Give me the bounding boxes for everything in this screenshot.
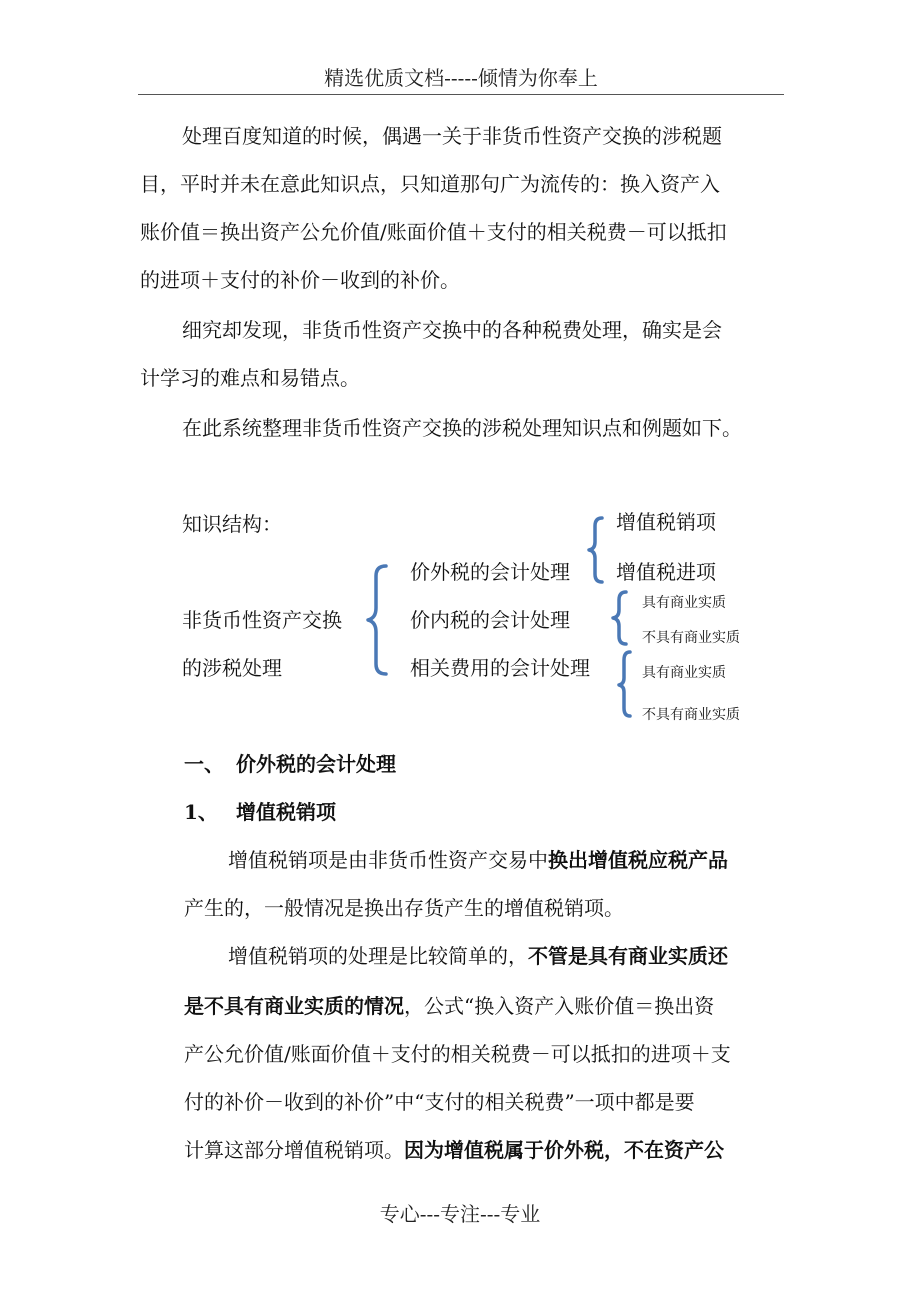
branch-excise-inside: 价内税的会计处理 [410, 608, 570, 632]
para-b-line2-bold: 是不具有商业实质的情况 [184, 994, 404, 1018]
intro-p1-line3: 账价值＝换出资产公允价值/账面价值＋支付的相关税费－可以抵扣 [140, 220, 727, 244]
intro-p2-line2: 计学习的难点和易错点。 [140, 366, 360, 390]
vat-output: 增值税销项 [616, 510, 716, 534]
intro-p1-line2: 目，平时并未在意此知识点，只知道那句广为流传的：换入资产入 [140, 172, 720, 196]
structure-root-line1: 非货币性资产交换 [182, 608, 342, 632]
intro-p1-line1: 处理百度知道的时候，偶遇一关于非货币性资产交换的涉税题 [182, 124, 722, 148]
sub1-non-commercial: 不具有商业实质 [642, 630, 740, 646]
para-b-line3: 产公允价值/账面价值＋支付的相关税费－可以抵扣的进项＋支 [184, 1042, 731, 1066]
para-b-line2 [184, 996, 714, 1016]
sub1-commercial: 具有商业实质 [642, 595, 726, 611]
sub1-title: 增值税销项 [236, 800, 336, 824]
section1-number: 一、 [184, 752, 224, 776]
structure-root-line2: 的涉税处理 [182, 656, 282, 680]
page-footer: 专心---专注---专业 [379, 1202, 541, 1226]
section1-title: 价外税的会计处理 [236, 752, 396, 776]
para-b-line4: 付的补价－收到的补价”中“支付的相关税费”一项中都是要 [184, 1090, 695, 1114]
para-b-line5-bold: 因为增值税属于价外税，不在资产公 [404, 1138, 724, 1162]
bracket-sub1 [613, 592, 626, 644]
para-b-line5-text: 计算这部分增值税销项。 [184, 1138, 404, 1162]
para-b-line1 [228, 946, 728, 966]
para-b-line1-bold: 不管是具有商业实质还 [528, 944, 728, 968]
vat-input: 增值税进项 [616, 560, 716, 584]
para-a-line1-bold: 换出增值税应税产品 [548, 848, 728, 872]
page-header: 精选优质文档-----倾情为你奉上 [324, 66, 598, 90]
sub2-non-commercial: 不具有商业实质 [642, 707, 740, 723]
bracket-vat [589, 518, 602, 582]
branch-related-fees: 相关费用的会计处理 [410, 656, 590, 680]
intro-p1-line4: 的进项＋支付的补价－收到的补价。 [140, 268, 460, 292]
structure-label: 知识结构： [182, 512, 282, 536]
intro-p3: 在此系统整理非货币性资产交换的涉税处理知识点和例题如下。 [182, 416, 742, 440]
bracket-root [368, 566, 386, 674]
para-a-line2: 产生的，一般情况是换出存货产生的增值税销项。 [184, 896, 624, 920]
intro-p2-line1: 细究却发现，非货币性资产交换中的各种税费处理，确实是会 [182, 318, 722, 342]
sub2-commercial: 具有商业实质 [642, 665, 726, 681]
para-b-line5 [184, 1140, 724, 1160]
sub1-number: 1、 [184, 800, 218, 824]
para-a-line1 [228, 850, 728, 870]
para-b-line2-text: ，公式“换入资产入账价值＝换出资 [404, 994, 715, 1018]
para-b-line1-text: 增值税销项的处理是比较简单的， [228, 944, 528, 968]
branch-excise-outside: 价外税的会计处理 [410, 560, 570, 584]
para-a-line1-text: 增值税销项是由非货币性资产交易中 [228, 848, 548, 872]
bracket-sub2 [619, 652, 630, 716]
